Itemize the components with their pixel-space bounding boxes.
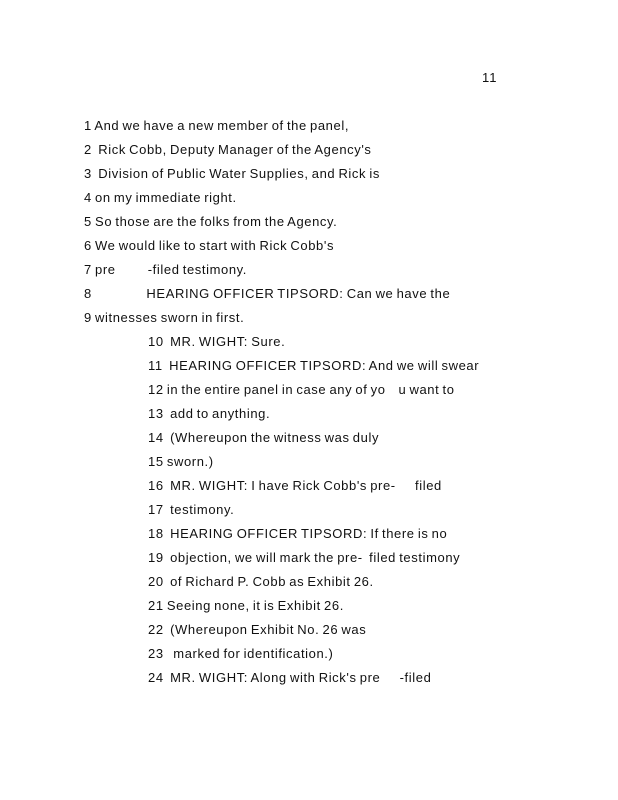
transcript-line-9: 9 witnesses sworn in first. [84,310,245,325]
transcript-line-5: 5 So those are the folks from the Agency. [84,214,338,229]
transcript-line-23: 23 marked for identification.) [148,646,334,661]
transcript-line-2: 2 Rick Cobb, Deputy Manager of the Agency's [84,142,372,157]
transcript-line-18: 18 HEARING OFFICER TIPSORD: If there is no [148,526,448,541]
transcript-line-14: 14 (Whereupon the witness was duly [148,430,380,445]
transcript-line-8: 8 HEARING OFFICER TIPSORD: Can we have the [84,286,451,301]
transcript-line-3: 3 Division of Public Water Supplies, and Rick is [84,166,380,181]
transcript-line-20: 20 of Richard P. Cobb as Exhibit 26. [148,574,374,589]
transcript-line-13: 13 add to anything. [148,406,271,421]
transcript-line-21: 21 Seeing none, it is Exhibit 26. [148,598,344,613]
page-number: 11 [482,70,498,85]
transcript-line-15: 15 sworn.) [148,454,214,469]
transcript-line-10: 10 MR. WIGHT: Sure. [148,334,286,349]
transcript-line-16: 16 MR. WIGHT: I have Rick Cobb's pre- filed [148,478,442,493]
transcript-line-12: 12 in the entire panel in case any of yo u want to [148,382,455,397]
transcript-line-22: 22 (Whereupon Exhibit No. 26 was [148,622,367,637]
transcript-line-1: 1 And we have a new member of the panel, [84,118,350,133]
transcript-line-4: 4 on my immediate right. [84,190,237,205]
transcript-line-17: 17 testimony. [148,502,235,517]
transcript-line-24: 24 MR. WIGHT: Along with Rick's pre -filed [148,670,432,685]
transcript-line-11: 11 HEARING OFFICER TIPSORD: And we will swear [148,358,480,373]
transcript-line-7: 7 pre -filed testimony. [84,262,248,277]
transcript-line-6: 6 We would like to start with Rick Cobb's [84,238,335,253]
transcript-line-19: 19 objection, we will mark the pre- filed testimony [148,550,461,565]
